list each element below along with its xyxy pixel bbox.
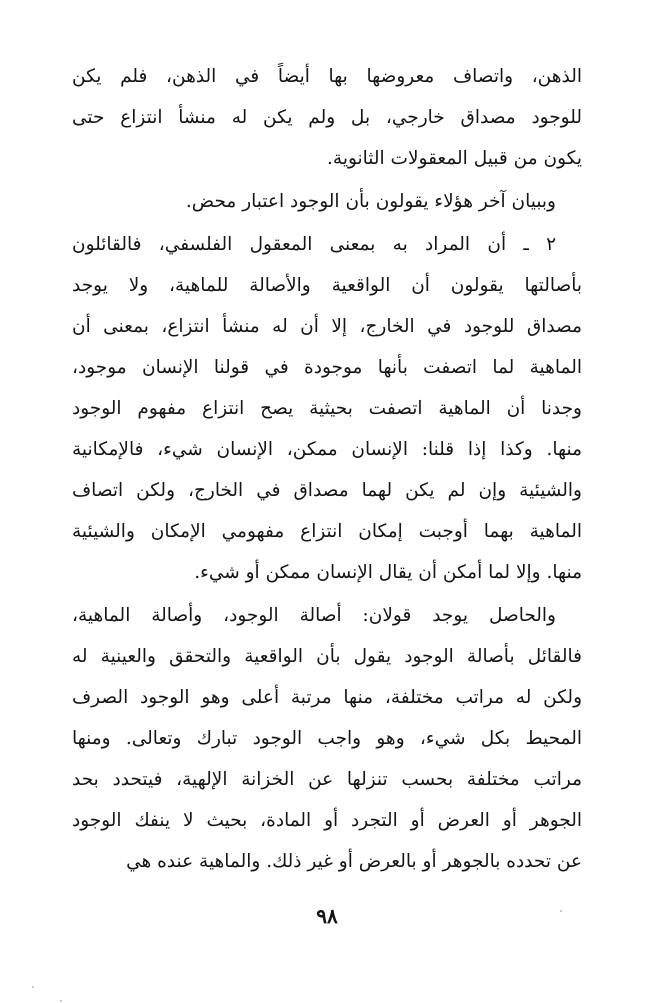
page-number: ٩٨ xyxy=(316,904,338,928)
paragraph xyxy=(72,224,582,593)
text-line: فالقائل بأصالة الوجود يقول بأن الواقعية والتحقق والعينية له xyxy=(72,646,582,667)
text-line: للوجود مصداق خارجي، بل ولم يكن له منشأ انتزاع حتى xyxy=(72,107,582,128)
paragraph xyxy=(72,595,582,882)
text-line: والشيئية وإن لم يكن لهما مصداق في الخارج، ولكن اتصاف xyxy=(72,480,582,501)
text-line: ولكن له مراتب مختلفة، منها مرتبة أعلى وهو الوجود الصرف xyxy=(72,687,582,708)
scan-speck xyxy=(560,910,562,912)
text-line: يكون من قبيل المعقولات الثانوية. xyxy=(327,148,582,169)
text-line: مراتب مختلفة بحسب تنزلها عن الخزانة الإلهية، فيتحدد بحد xyxy=(72,769,582,790)
paragraph xyxy=(72,181,582,222)
scan-speck xyxy=(32,986,34,988)
text-line: الماهية بهما أوجبت إمكان انتزاع مفهومي الإمكان والشيئية xyxy=(72,521,582,542)
scan-speck xyxy=(60,1000,62,1002)
text-line: الماهية لما اتصفت بأنها موجودة في قولنا الإنسان موجود، xyxy=(72,357,582,378)
paragraph xyxy=(72,56,582,179)
text-line: وجدنا أن الماهية اتصفت بحيثية يصح انتزاع مفهوم الوجود xyxy=(72,398,582,419)
text-line: والحاصل يوجد قولان: أصالة الوجود، وأصالة الماهية، xyxy=(72,605,556,626)
text-line: منها. وإلا لما أمكن أن يقال الإنسان ممكن أو شيء. xyxy=(194,562,582,583)
text-line: مصداق للوجود في الخارج، إلا أن له منشأ انتزاع، بمعنى أن xyxy=(72,316,582,337)
text-line: الجوهر أو العرض أو التجرد أو المادة، بحيث لا ينفك الوجود xyxy=(72,810,582,831)
body-text xyxy=(72,56,582,882)
text-line: عن تحدده بالجوهر أو بالعرض أو غير ذلك. والماهية عنده هي xyxy=(126,851,582,872)
text-line: المحيط بكل شيء، وهو واجب الوجود تبارك وتعالى. ومنها xyxy=(72,728,582,749)
text-line: وببيان آخر هؤلاء يقولون بأن الوجود اعتبار محض. xyxy=(185,191,556,212)
text-line: الذهن، واتصاف معروضها بها أيضاً في الذهن، فلم يكن xyxy=(72,66,582,87)
text-line: ٢ ـ أن المراد به بمعنى المعقول الفلسفي، فالقائلون xyxy=(72,234,556,255)
text-line: بأصالتها يقولون أن الواقعية والأصالة للماهية، ولا يوجد xyxy=(72,275,582,296)
text-line: منها. وكذا إذا قلنا: الإنسان ممكن، الإنسان شيء، فالإمكانية xyxy=(72,439,582,460)
